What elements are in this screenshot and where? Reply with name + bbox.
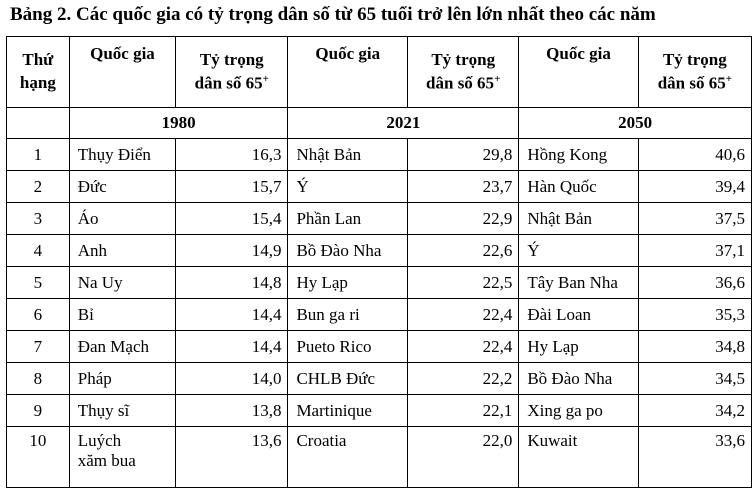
value-2050-cell: 34,8 <box>638 331 751 363</box>
value-2050-cell: 39,4 <box>638 171 751 203</box>
share-header: Tỷ trọng dân số 65+ <box>176 37 288 108</box>
rank-cell: 8 <box>7 363 70 395</box>
country-2050-cell: Kuwait <box>519 427 638 488</box>
year-row <box>7 108 752 139</box>
value-2050-cell: 40,6 <box>638 139 751 171</box>
value-2050-cell: 36,6 <box>638 267 751 299</box>
value-2021-cell: 22,2 <box>408 363 519 395</box>
value-2050-cell: 33,6 <box>638 427 751 488</box>
value-2021-cell: 22,4 <box>408 331 519 363</box>
country-2050-cell: Ý <box>519 235 638 267</box>
value-1980-cell: 14,4 <box>176 331 288 363</box>
value-2050-cell: 34,5 <box>638 363 751 395</box>
table-row <box>7 427 752 488</box>
table-row <box>7 203 752 235</box>
value-1980-cell: 14,0 <box>176 363 288 395</box>
country-1980-cell: Anh <box>69 235 175 267</box>
value-2021-cell: 22,6 <box>408 235 519 267</box>
share-header: Tỷ trọng dân số 65+ <box>638 37 751 108</box>
country-2050-cell: Nhật Bản <box>519 203 638 235</box>
year-1980: 1980 <box>69 108 288 139</box>
country-1980-cell: Đức <box>69 171 175 203</box>
value-2021-cell: 22,9 <box>408 203 519 235</box>
country-2021-cell: Croatia <box>288 427 408 488</box>
value-1980-cell: 14,8 <box>176 267 288 299</box>
value-1980-cell: 13,8 <box>176 395 288 427</box>
value-2021-cell: 22,4 <box>408 299 519 331</box>
country-2021-cell: Nhật Bản <box>288 139 408 171</box>
rank-cell: 2 <box>7 171 70 203</box>
value-1980-cell: 14,9 <box>176 235 288 267</box>
country-2021-cell: Bồ Đào Nha <box>288 235 408 267</box>
country-2021-cell: Phần Lan <box>288 203 408 235</box>
value-2021-cell: 23,7 <box>408 171 519 203</box>
country-2050-cell: Hàn Quốc <box>519 171 638 203</box>
year-2050: 2050 <box>519 108 752 139</box>
country-2050-cell: Đài Loan <box>519 299 638 331</box>
table-row <box>7 395 752 427</box>
empty-cell <box>7 108 70 139</box>
value-1980-cell: 16,3 <box>176 139 288 171</box>
rank-header: Thứ hạng <box>7 37 70 108</box>
country-header: Quốc gia <box>69 37 175 108</box>
share-header: Tỷ trọng dân số 65+ <box>408 37 519 108</box>
table-row <box>7 267 752 299</box>
table-title: Bảng 2. Các quốc gia có tỷ trọng dân số từ 65 tuổi trở lên lớn nhất theo các năm <box>10 4 656 25</box>
country-2021-cell: Bun ga ri <box>288 299 408 331</box>
country-2050-cell: Hy Lạp <box>519 331 638 363</box>
country-1980-cell: Áo <box>69 203 175 235</box>
country-2050-cell: Bồ Đào Nha <box>519 363 638 395</box>
rank-cell: 3 <box>7 203 70 235</box>
country-header: Quốc gia <box>288 37 408 108</box>
rank-cell: 7 <box>7 331 70 363</box>
country-2050-cell: Tây Ban Nha <box>519 267 638 299</box>
value-1980-cell: 14,4 <box>176 299 288 331</box>
value-2021-cell: 29,8 <box>408 139 519 171</box>
table-row <box>7 171 752 203</box>
rank-cell: 5 <box>7 267 70 299</box>
data-table <box>6 36 752 488</box>
country-1980-cell: Luých xăm bua <box>69 427 175 488</box>
country-1980-cell: Pháp <box>69 363 175 395</box>
country-2021-cell: Hy Lạp <box>288 267 408 299</box>
table-row <box>7 363 752 395</box>
country-2050-cell: Xing ga po <box>519 395 638 427</box>
year-2021: 2021 <box>288 108 519 139</box>
value-2050-cell: 37,1 <box>638 235 751 267</box>
table-row <box>7 235 752 267</box>
country-2021-cell: Ý <box>288 171 408 203</box>
rank-cell: 4 <box>7 235 70 267</box>
table-row <box>7 299 752 331</box>
value-2021-cell: 22,1 <box>408 395 519 427</box>
table-row <box>7 139 752 171</box>
rank-cell: 6 <box>7 299 70 331</box>
country-1980-cell: Bỉ <box>69 299 175 331</box>
value-2050-cell: 34,2 <box>638 395 751 427</box>
country-2021-cell: Martinique <box>288 395 408 427</box>
country-2050-cell: Hồng Kong <box>519 139 638 171</box>
rank-cell: 10 <box>7 427 70 488</box>
value-1980-cell: 13,6 <box>176 427 288 488</box>
country-header: Quốc gia <box>519 37 638 108</box>
table-row <box>7 331 752 363</box>
country-1980-cell: Đan Mạch <box>69 331 175 363</box>
country-1980-cell: Thụy sĩ <box>69 395 175 427</box>
value-1980-cell: 15,7 <box>176 171 288 203</box>
value-2050-cell: 35,3 <box>638 299 751 331</box>
header-row <box>7 37 752 108</box>
value-2021-cell: 22,5 <box>408 267 519 299</box>
value-2021-cell: 22,0 <box>408 427 519 488</box>
value-1980-cell: 15,4 <box>176 203 288 235</box>
country-1980-cell: Thụy Điển <box>69 139 175 171</box>
country-2021-cell: CHLB Đức <box>288 363 408 395</box>
country-2021-cell: Pueto Rico <box>288 331 408 363</box>
rank-cell: 1 <box>7 139 70 171</box>
country-1980-cell: Na Uy <box>69 267 175 299</box>
rank-cell: 9 <box>7 395 70 427</box>
value-2050-cell: 37,5 <box>638 203 751 235</box>
